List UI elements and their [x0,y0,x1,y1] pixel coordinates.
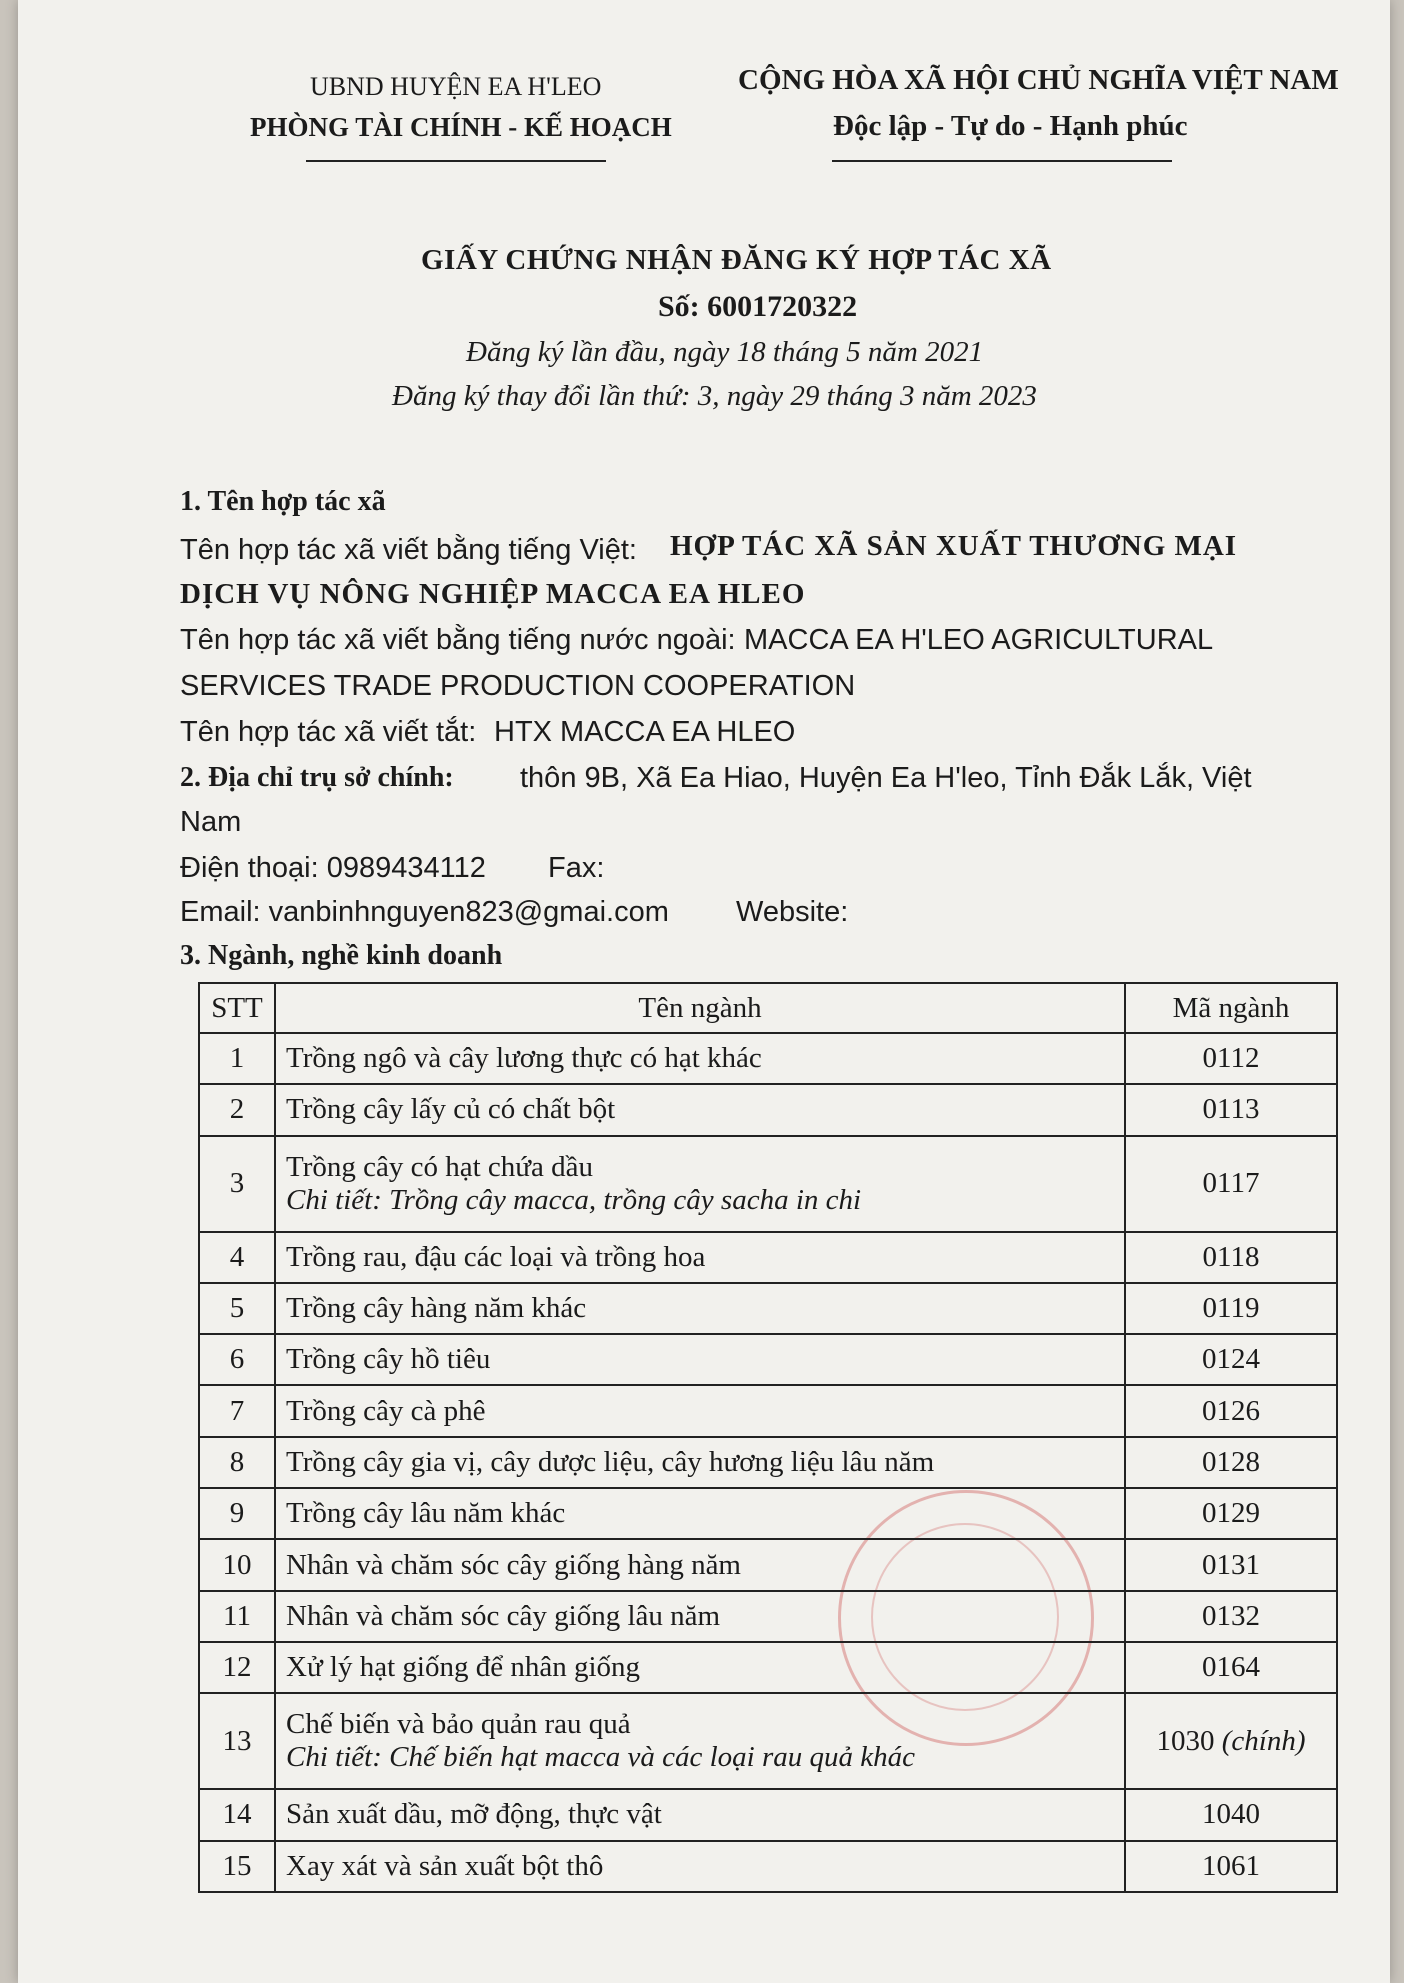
row-code: 1061 [1202,1849,1260,1882]
row-stt: 2 [199,1084,275,1135]
row-code: 0112 [1202,1042,1260,1075]
foreign-name-label: Tên hợp tác xã viết bằng tiếng nước ngoài: [180,624,736,656]
row-stt: 3 [199,1136,275,1232]
row-name-cell [275,1084,1125,1135]
table-row [199,1033,1337,1084]
row-name-cell [275,1841,1125,1892]
motto-underline [832,160,1172,162]
change-registration-date: Đăng ký thay đổi lần thứ: 3, ngày 29 tháng 3 năm 2023 [392,380,1037,412]
row-name: Trồng cây hàng năm khác [286,1292,587,1325]
row-code-cell [1125,1136,1337,1232]
row-stt: 15 [199,1841,275,1892]
row-detail: Chi tiết: Trồng cây macca, trồng cây sacha in chi [286,1183,862,1216]
col-header-name: Tên ngành [275,983,1125,1033]
table-header-row [199,983,1337,1033]
row-name-cell [275,1334,1125,1385]
row-name-cell [275,1033,1125,1084]
row-name: Nhân và chăm sóc cây giống lâu năm [286,1599,721,1632]
row-code-cell [1125,1437,1337,1488]
row-code-cell [1125,1488,1337,1539]
vn-name-line2: DỊCH VỤ NÔNG NGHIỆP MACCA EA HLEO [180,578,806,610]
row-name-cell [275,1232,1125,1283]
row-stt: 8 [199,1437,275,1488]
first-registration-date: Đăng ký lần đầu, ngày 18 tháng 5 năm 2021 [466,336,984,368]
foreign-name-line1: MACCA EA H'LEO AGRICULTURAL [744,624,1214,656]
row-name: Trồng ngô và cây lương thực có hạt khác [286,1042,762,1075]
row-name-cell [275,1591,1125,1642]
table-row [199,1232,1337,1283]
table-row [199,1283,1337,1334]
row-name-cell [275,1437,1125,1488]
row-name-cell [275,1539,1125,1590]
row-code: 0164 [1202,1651,1260,1684]
row-code: 0129 [1202,1497,1260,1530]
table-row [199,1136,1337,1232]
row-code: 0124 [1202,1343,1260,1376]
row-code: 0128 [1202,1445,1260,1478]
row-name: Trồng cây lấy củ có chất bột [286,1093,616,1126]
row-code: 0113 [1202,1093,1260,1126]
row-code: 0119 [1202,1292,1260,1325]
table-row [199,1642,1337,1693]
certificate-number: Số: 6001720322 [658,290,858,323]
phone: Điện thoại: 0989434112 [180,852,486,884]
section2-heading: 2. Địa chỉ trụ sở chính: [180,762,454,793]
row-stt: 7 [199,1385,275,1436]
row-code-cell [1125,1334,1337,1385]
row-name: Trồng cây hồ tiêu [286,1343,491,1376]
vn-name-label: Tên hợp tác xã viết bằng tiếng Việt: [180,534,637,566]
fax: Fax: [548,852,605,884]
issuer-underline [306,160,606,162]
row-name: Chế biến và bảo quản rau quả [286,1708,631,1741]
section3-heading: 3. Ngành, nghề kinh doanh [180,940,503,971]
row-name: Xay xát và sản xuất bột thô [286,1849,604,1882]
row-stt: 14 [199,1789,275,1840]
row-stt: 4 [199,1232,275,1283]
row-stt: 13 [199,1693,275,1789]
row-name-cell [275,1385,1125,1436]
row-name: Xử lý hạt giống để nhân giống [286,1651,641,1684]
row-code: 1040 [1202,1798,1260,1831]
row-stt: 5 [199,1283,275,1334]
row-stt: 9 [199,1488,275,1539]
row-code: 1030 [1156,1724,1215,1757]
row-code-cell [1125,1033,1337,1084]
row-code: 0126 [1202,1394,1260,1427]
row-code-cell [1125,1283,1337,1334]
row-name-cell [275,1488,1125,1539]
row-code-cell [1125,1591,1337,1642]
row-code-cell [1125,1385,1337,1436]
row-code: 0117 [1202,1167,1260,1200]
row-code-cell [1125,1232,1337,1283]
short-name: HTX MACCA EA HLEO [494,716,796,748]
row-name-cell [275,1642,1125,1693]
table-row [199,1437,1337,1488]
document-title: GIẤY CHỨNG NHẬN ĐĂNG KÝ HỢP TÁC XÃ [421,244,1052,276]
row-name: Trồng cây cà phê [286,1394,486,1427]
row-code-note: (chính) [1221,1724,1306,1757]
address-line1: thôn 9B, Xã Ea Hiao, Huyện Ea H'leo, Tỉnh Đắk Lắk, Việt [520,762,1252,794]
email: Email: vanbinhnguyen823@gmai.com [180,896,669,928]
row-code-cell [1125,1841,1337,1892]
row-stt: 6 [199,1334,275,1385]
issuer-line1: UBND HUYỆN EA H'LEO [310,72,602,101]
table-row [199,1488,1337,1539]
row-name-cell [275,1693,1125,1789]
row-code-cell [1125,1539,1337,1590]
row-name: Nhân và chăm sóc cây giống hàng năm [286,1548,741,1581]
row-code-cell [1125,1642,1337,1693]
row-name-cell [275,1283,1125,1334]
row-name: Sản xuất dầu, mỡ động, thực vật [286,1798,662,1831]
row-code-cell [1125,1084,1337,1135]
row-name-cell [275,1789,1125,1840]
table-row [199,1841,1337,1892]
certificate-page [18,0,1390,1983]
issuer-line2: PHÒNG TÀI CHÍNH - KẾ HOẠCH [250,112,672,142]
row-stt: 10 [199,1539,275,1590]
row-code-cell [1125,1789,1337,1840]
table-row [199,1539,1337,1590]
table-row [199,1789,1337,1840]
national-title: CỘNG HÒA XÃ HỘI CHỦ NGHĨA VIỆT NAM [738,64,1339,96]
table-row [199,1693,1337,1789]
website: Website: [736,896,849,928]
row-stt: 1 [199,1033,275,1084]
row-stt: 12 [199,1642,275,1693]
row-detail: Chi tiết: Chế biến hạt macca và các loại rau quả khác [286,1741,915,1774]
business-lines-table [198,982,1338,1893]
foreign-name-line2: SERVICES TRADE PRODUCTION COOPERATION [180,670,856,702]
row-code: 0132 [1202,1599,1260,1632]
row-name: Trồng rau, đậu các loại và trồng hoa [286,1240,706,1273]
row-code: 0118 [1202,1240,1260,1273]
row-name: Trồng cây có hạt chứa dầu [286,1150,593,1183]
table-row [199,1084,1337,1135]
table-row [199,1591,1337,1642]
table-row [199,1334,1337,1385]
section1-heading: 1. Tên hợp tác xã [180,486,386,517]
row-code-cell [1125,1693,1337,1789]
row-name: Trồng cây gia vị, cây dược liệu, cây hương liệu lâu năm [286,1445,935,1478]
col-header-code: Mã ngành [1125,983,1337,1033]
short-name-label: Tên hợp tác xã viết tắt: [180,716,477,748]
vn-name-line1: HỢP TÁC XÃ SẢN XUẤT THƯƠNG MẠI [670,530,1238,562]
row-code: 0131 [1202,1548,1260,1581]
address-line2: Nam [180,806,242,838]
national-motto: Độc lập - Tự do - Hạnh phúc [833,110,1188,142]
row-stt: 11 [199,1591,275,1642]
row-name-cell [275,1136,1125,1232]
row-name: Trồng cây lâu năm khác [286,1497,566,1530]
table-row [199,1385,1337,1436]
col-header-stt: STT [199,983,275,1033]
